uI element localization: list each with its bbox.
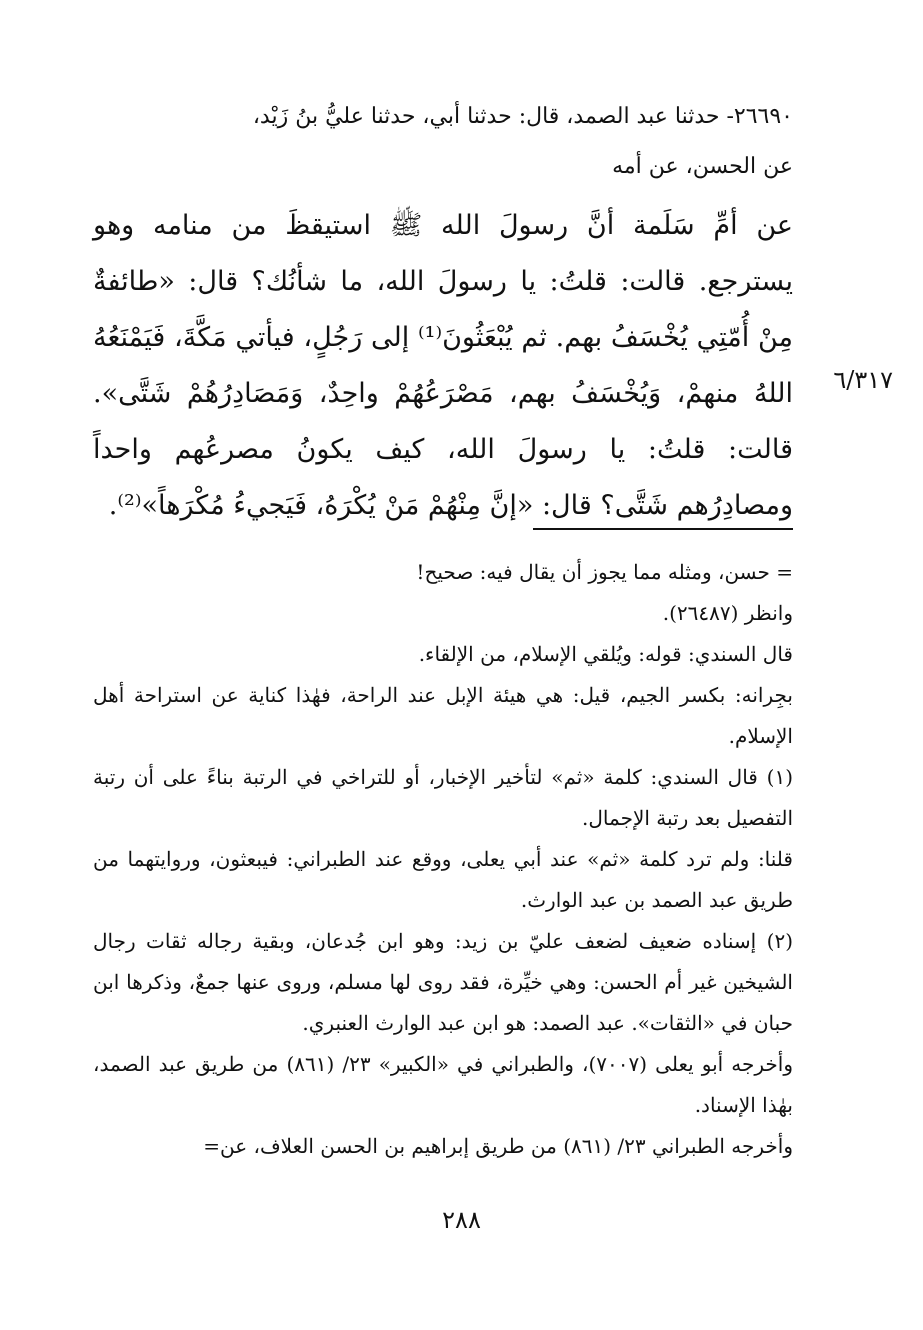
margin-volume-page-reference: ٦/٣١٧	[833, 366, 893, 394]
hadith-section	[93, 92, 793, 534]
hadith-isnad	[93, 92, 793, 192]
footnote-paragraph: وأخرجه أبو يعلى (٧٠٠٧)، والطبراني في «الكبير» ٢٣/ (٨٦١) من طريق عبد الصمد، بهٰذا الإسناد.	[93, 1052, 793, 1117]
footnote-paragraph: (١) قال السندي: كلمة «ثم» لتأخير الإخبار، أو للتراخي في الرتبة بناءً على أن رتبة التفصيل بعد رتبة الإجمال.	[93, 765, 793, 830]
footnote-paragraph: بجِرانه: بكسر الجيم، قيل: هي هيئة الإبل عند الراحة، فهٰذا كناية عن استراحة أهل الإسلام.	[93, 683, 793, 748]
footnote-paragraph: قال السندي: قوله: ويُلقي الإسلام، من الإلقاء.	[418, 642, 793, 666]
footnote-separator	[533, 528, 793, 530]
hadith-matn: عن أمِّ سَلَمة أنَّ رسولَ الله ﷺ استيقظَ من منامه وهو يسترجع. قالت: قلتُ: يا رسولَ الله، ما شأنُك؟ قال: «طائفةٌ مِنْ أُمّتِي يُخْسَفُ بهم. ثم يُبْعَثُونَ⁽¹⁾ إلى رَجُلٍ، فيأتي مَكَّةَ، فَيَمْنَعُهُ اللهُ منهمْ، وَيُخْسَفُ بهم، مَصْرَعُهُمْ واحِدٌ، وَمَصَادِرُهُمْ شَتَّى». قالت: قلتُ: يا رسولَ الله، كيف يكونُ مصرعُهم واحداً ومصادِرُهم شَتَّى؟ قال: «إنَّ مِنْهُمْ مَنْ يُكْرَهُ، فَيَجيءُ مُكْرَهاً»⁽²⁾.	[93, 210, 793, 521]
footnote-paragraph: = حسن، ومثله مما يجوز أن يقال فيه: صحيح!	[416, 560, 793, 584]
footnotes-section	[93, 552, 793, 1167]
footnote-paragraph: وانظر (٢٦٤٨٧).	[662, 601, 793, 625]
footnote-paragraph: قلنا: ولم ترد كلمة «ثم» عند أبي يعلى، ووقع عند الطبراني: فيبعثون، وروايتهما من طريق عبد الصمد بن عبد الوارث.	[93, 847, 793, 912]
hadith-isnad-line1: ٢٦٦٩٠- حدثنا عبد الصمد، قال: حدثنا أبي، حدثنا عليُّ بنُ زَيْد،	[252, 104, 793, 129]
footnote-paragraph: وأخرجه الطبراني ٢٣/ (٨٦١) من طريق إبراهيم بن الحسن العلاف، عن=	[203, 1134, 793, 1158]
footnote-paragraph: (٢) إسناده ضعيف لضعف عليّ بن زيد: وهو ابن جُدعان، وبقية رجاله ثقات رجال الشيخين غير أم الحسن: وهي خيِّرة، فقد روى لها مسلم، وروى عنها جمعٌ، وذكرها ابن حبان في «الثقات». عبد الصمد: هو ابن عبد الوارث العنبري.	[93, 929, 793, 1035]
hadith-isnad-line2: عن الحسن، عن أمه	[612, 154, 793, 179]
page-number: ٢٨٨	[442, 1206, 481, 1234]
